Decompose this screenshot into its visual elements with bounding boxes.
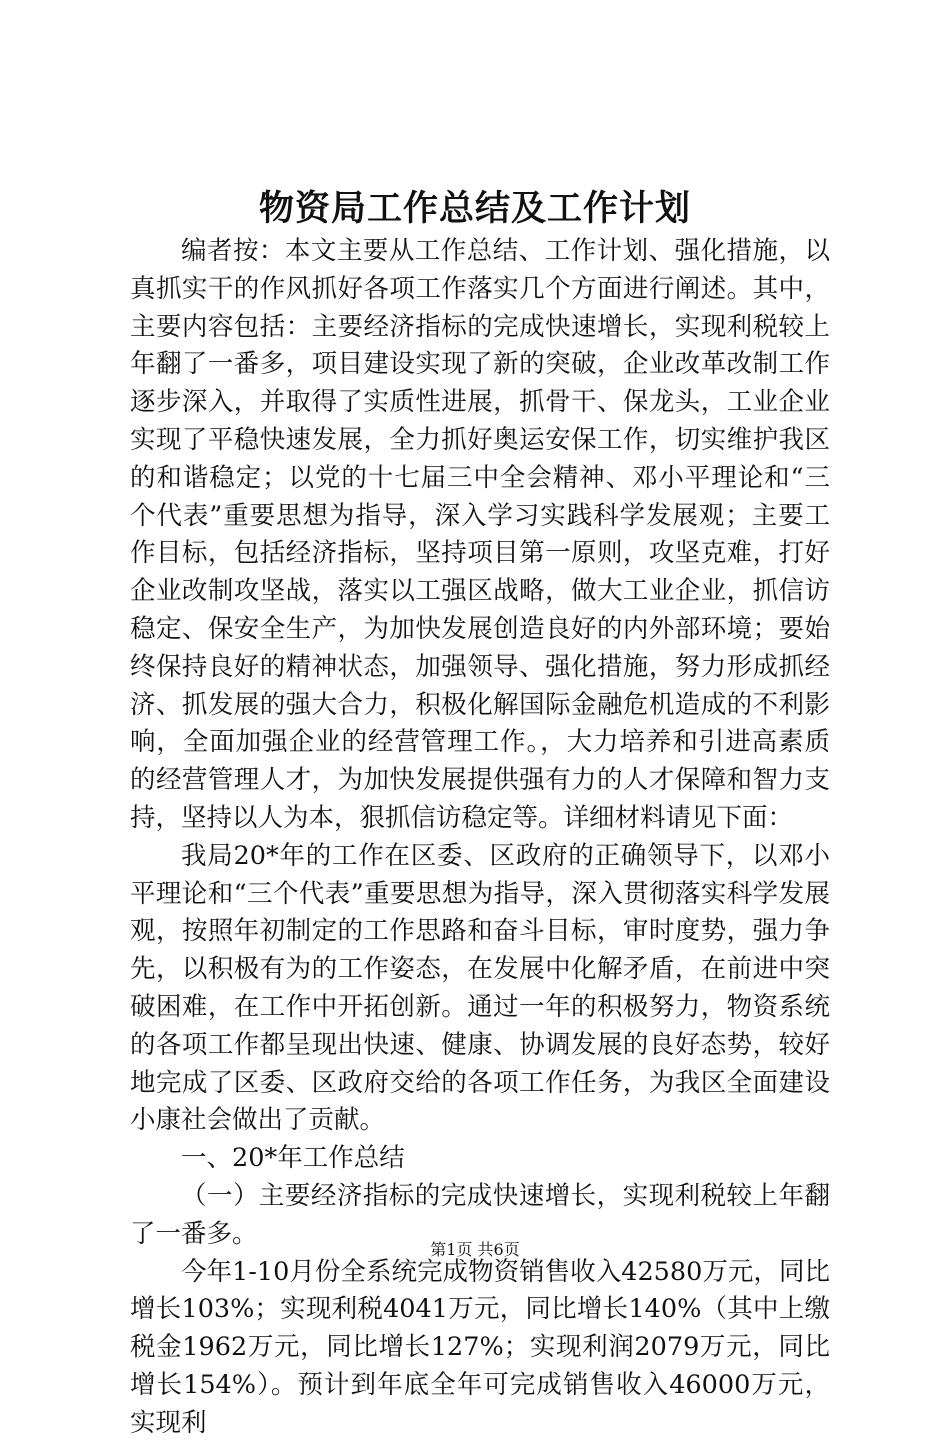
page-number: 第1页 [430,1240,473,1259]
paragraph-intro: 我局20*年的工作在区委、区政府的正确领导下，以邓小平理论和“三个代表”重要思想为指导，深入贯彻落实科学发展观，按照年初制定的工作思路和奋斗目标，审时度势，强力争先，以积极有为的工作姿态，在发展中化解矛盾，在前进中突破困难，在工作中开拓创新。通过一年的积极努力，物资系统的各项工作都呈现出快速、健康、协调发展的良好态势，较好地完成了区委、区政府交给的各项工作任务，为我区全面建设小康社会做出了贡献。 [130,840,830,1136]
page-footer [0,1238,950,1262]
document-title: 物资局工作总结及工作计划 [258,188,691,229]
page-total: 共6页 [477,1240,520,1259]
section-heading: 一、20*年工作总结 [181,1143,405,1174]
paragraph-editor-note: 编者按：本文主要从工作总结、工作计划、强化措施，以真抓实干的作风抓好各项工作落实几个方面进行阐述。其中，主要内容包括：主要经济指标的完成快速增长，实现利税较上年翻了一番多，项目建设实现了新的突破，企业改革改制工作逐步深入，并取得了实质性进展，抓骨干、保龙头，工业企业实现了平稳快速发展，全力抓好奥运安保工作，切实维护我区的和谐稳定；以党的十七届三中全会精神、邓小平理论和“三个代表”重要思想为指导，深入学习实践科学发展观；主要工作目标，包括经济指标，坚持项目第一原则，攻坚克难，打好企业改制攻坚战，落实以工强区战略，做大工业企业，抓信访稳定、保安全生产，为加快发展创造良好的内外部环境；要始终保持良好的精神状态，加强领导、强化措施，努力形成抓经济、抓发展的强大合力，积极化解国际金融危机造成的不利影响，全面加强企业的经营管理工作。，大力培养和引进高素质的经营管理人才，为加快发展提供强有力的人才保障和智力支持，坚持以人为本，狠抓信访稳定等。详细材料请见下面： [130,236,830,833]
paragraph-figures: 今年1-10月份全系统完成物资销售收入42580万元，同比增长103%；实现利税4041万元，同比增长140%（其中上缴税金1962万元，同比增长127%；实现利润2079万元，同比增长154%）。预计到年底全年可完成销售收入46000万元，实现利 [130,1256,830,1438]
subsection-heading: （一）主要经济指标的完成快速增长，实现利税较上年翻了一番多。 [130,1180,830,1249]
